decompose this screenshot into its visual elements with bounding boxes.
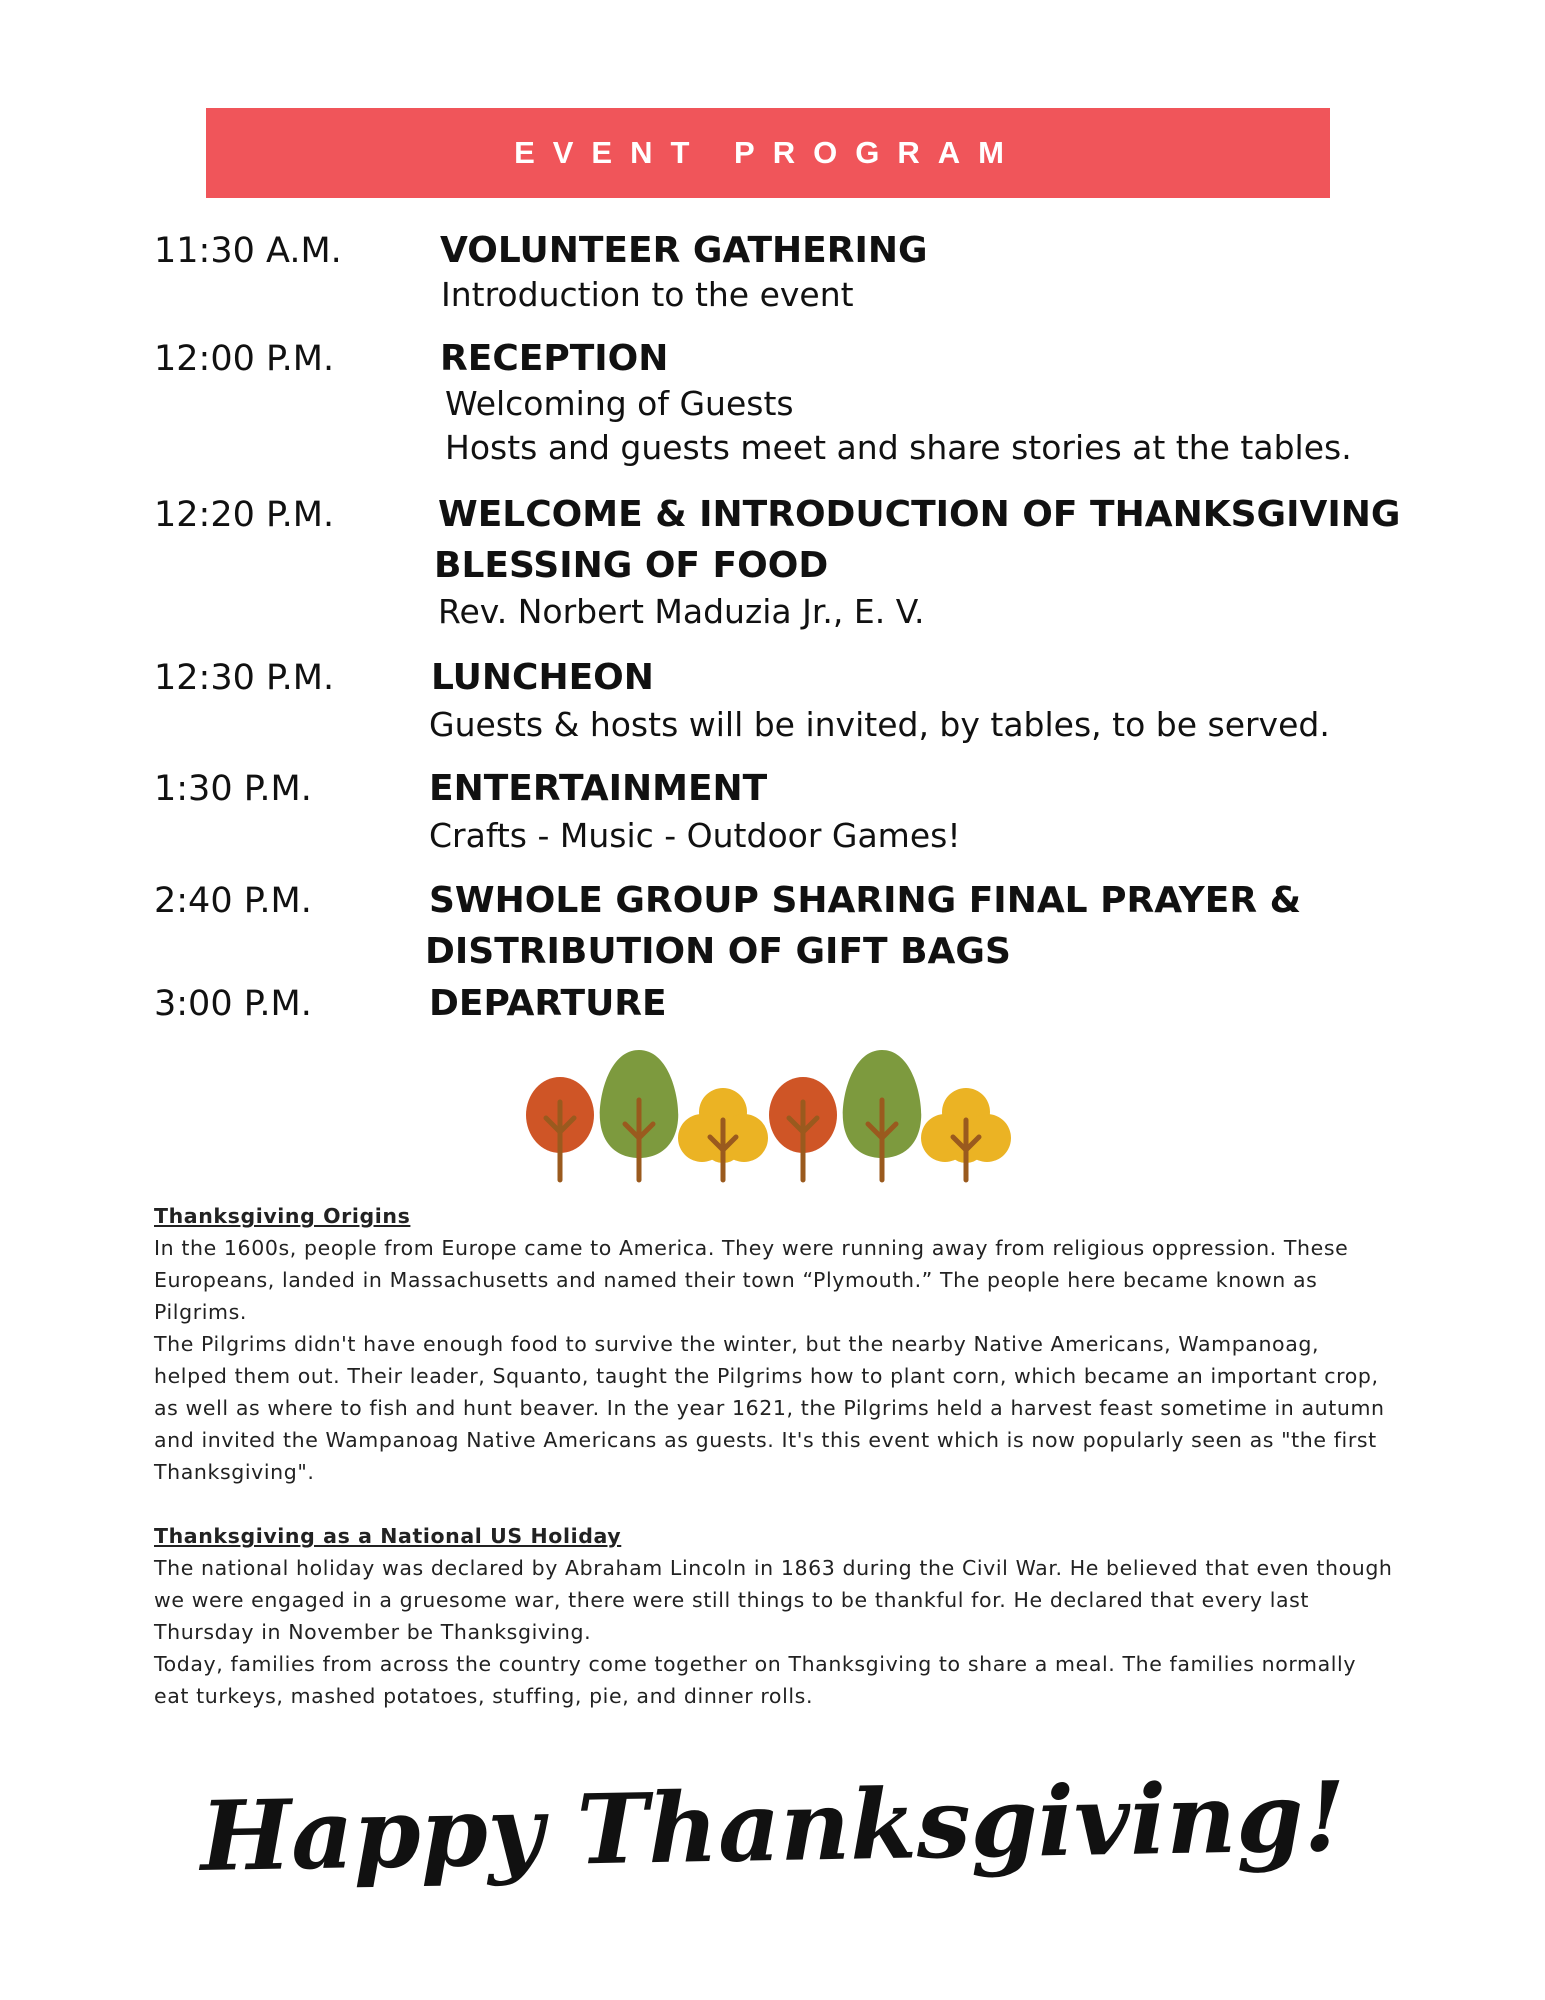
yellow-tree-icon xyxy=(921,1088,1011,1180)
banner-title: EVENT PROGRAM xyxy=(514,135,1022,170)
program-time: 12:00 P.M. xyxy=(154,339,335,379)
holiday-section xyxy=(154,1520,1394,1712)
program-title: BLESSING OF FOOD xyxy=(434,545,829,586)
program-time: 2:40 P.M. xyxy=(154,881,312,921)
origins-heading: Thanksgiving Origins xyxy=(154,1204,411,1228)
program-time: 12:30 P.M. xyxy=(154,658,335,698)
program-title: DEPARTURE xyxy=(429,983,667,1024)
program-detail: Introduction to the event xyxy=(441,275,854,314)
program-time: 12:20 P.M. xyxy=(154,495,335,535)
closing-greeting xyxy=(0,1760,1545,1900)
program-title: ENTERTAINMENT xyxy=(429,768,768,809)
program-time: 11:30 A.M. xyxy=(154,231,342,271)
program-time: 1:30 P.M. xyxy=(154,769,312,809)
holiday-heading: Thanksgiving as a National US Holiday xyxy=(154,1524,622,1548)
green-tree-icon xyxy=(600,1050,678,1180)
autumn-trees-icon xyxy=(520,1040,1020,1190)
program-detail: Rev. Norbert Maduzia Jr., E. V. xyxy=(438,592,925,631)
happy-thanksgiving-lettering xyxy=(199,1760,1346,1900)
origins-section xyxy=(154,1200,1394,1488)
orange-tree-icon xyxy=(769,1077,837,1180)
program-detail: Crafts - Music - Outdoor Games! xyxy=(429,816,961,855)
closing-text: Happy Thanksgiving! xyxy=(199,1760,1346,1893)
green-tree-icon xyxy=(843,1050,921,1180)
origins-paragraph: In the 1600s, people from Europe came to America. They were running away from religious oppression. These Europeans, landed in Massachusetts and named their town “Plymouth.” The people here became known as Pilgrims. xyxy=(154,1236,1349,1324)
holiday-paragraph: The national holiday was declared by Abraham Lincoln in 1863 during the Civil War. He believed that even though we were engaged in a gruesome war, there were still things to be thankful for. He declared that every last Thursday in November be Thanksgiving. xyxy=(154,1556,1393,1644)
program-title: DISTRIBUTION OF GIFT BAGS xyxy=(425,931,1011,972)
program-detail: Welcoming of Guests xyxy=(445,384,794,423)
program-title: LUNCHEON xyxy=(431,657,654,698)
origins-paragraph: The Pilgrims didn't have enough food to survive the winter, but the nearby Native Americans, Wampanoag, helped them out. Their leader, Squanto, taught the Pilgrims how to plant corn, which became an important crop, as well as where to fish and hunt beaver. In the year 1621, the Pilgrims held a harvest feast sometime in autumn and invited the Wampanoag Native Americans as guests. It's this event which is now popularly seen as "the first Thanksgiving". xyxy=(154,1332,1385,1484)
orange-tree-icon xyxy=(526,1077,594,1180)
program-detail: Guests & hosts will be invited, by tables, to be served. xyxy=(429,705,1330,744)
holiday-paragraph: Today, families from across the country come together on Thanksgiving to share a meal. The families normally eat turkeys, mashed potatoes, stuffing, pie, and dinner rolls. xyxy=(154,1652,1357,1708)
program-title: WELCOME & INTRODUCTION OF THANKSGIVING xyxy=(438,494,1401,535)
program-time: 3:00 P.M. xyxy=(154,984,312,1024)
program-detail: Hosts and guests meet and share stories at the tables. xyxy=(445,428,1352,467)
yellow-tree-icon xyxy=(678,1088,768,1180)
event-program-banner xyxy=(206,108,1330,198)
program-title: RECEPTION xyxy=(440,338,669,379)
program-title: VOLUNTEER GATHERING xyxy=(440,230,928,271)
program-title: SWHOLE GROUP SHARING FINAL PRAYER & xyxy=(429,880,1301,921)
